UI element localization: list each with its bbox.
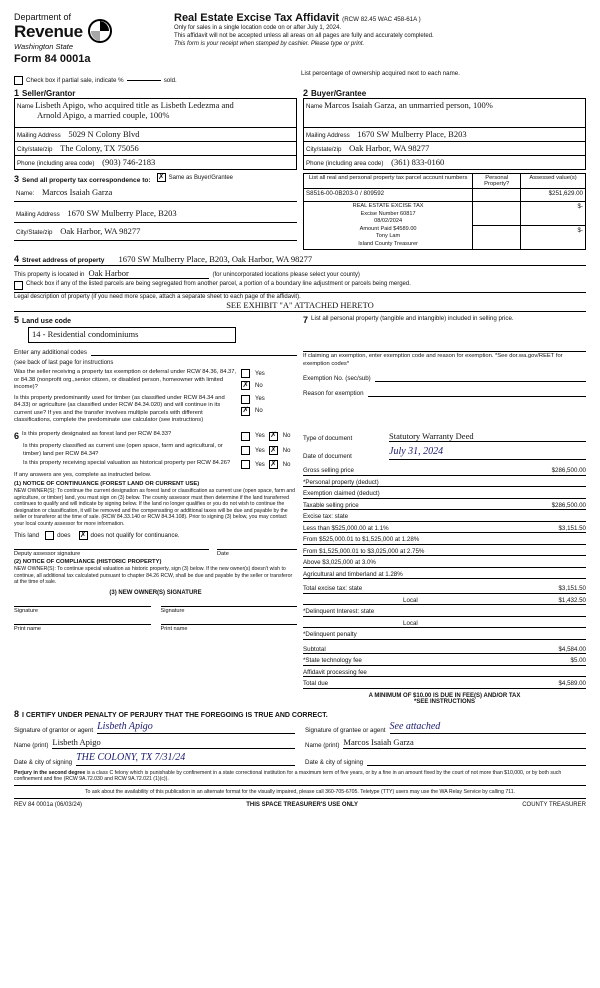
tax-calculation-section <box>303 431 586 705</box>
notice-compliance-title: (2) NOTICE OF COMPLIANCE (HISTORIC PROPERTY) <box>14 559 162 566</box>
doc-date-value[interactable]: July 31, 2024 <box>389 446 586 460</box>
tax-rows <box>303 464 586 689</box>
parcel-header-main: List all real and personal property tax parcel account numbers <box>304 174 473 189</box>
partial-sale-suffix: sold. <box>163 77 177 84</box>
partial-sale-checkbox[interactable] <box>14 76 23 85</box>
street-address-label: Street address of property <box>22 257 105 265</box>
does-qualify-checkbox[interactable] <box>45 531 54 540</box>
tax-label-4: Excise tax: state <box>303 513 349 520</box>
buyer-section-title: Buyer/Grantee <box>311 89 367 98</box>
buyer-section <box>303 88 586 170</box>
classification-section-number: 6 <box>14 431 20 441</box>
tax-row-6 <box>303 533 586 545</box>
tax-row-10 <box>303 582 586 594</box>
exemption-reason-label: Reason for exemption <box>303 390 364 398</box>
parcel-header-personal: Personal Property? <box>473 174 521 189</box>
stamp-line-3: 08/02/2024 <box>374 218 403 225</box>
doc-type-label: Type of document <box>303 435 353 442</box>
historic-yes[interactable]: Yes <box>241 460 265 469</box>
buyer-citystate-value[interactable]: Oak Harbor, WA 98277 <box>349 143 430 153</box>
corr-name-label: Name: <box>16 190 35 197</box>
stamp-line-1: REAL ESTATE EXCISE TAX <box>352 203 424 209</box>
forest-yes[interactable]: Yes <box>241 431 265 441</box>
doc-date-label: Date of document <box>303 453 352 460</box>
seller-section-number: 1 <box>14 88 20 98</box>
new-owner-signature-1[interactable]: Signature <box>14 606 151 614</box>
tax-label-10: Total excise tax: state <box>303 585 363 592</box>
tax-row-2 <box>303 487 586 499</box>
buyer-phone-label: Phone (including area code) <box>306 160 384 167</box>
tax-label-12: *Delinquent Interest: state <box>303 608 375 615</box>
new-owner-print-2[interactable]: Print name <box>161 624 298 632</box>
partial-sale-row <box>14 76 295 85</box>
parcel-table <box>303 173 586 250</box>
street-section-number: 4 <box>14 254 20 265</box>
does-qualify-label: does <box>57 532 71 540</box>
alt-format-note: To ask about the availability of this publication in an alternate format for the visually impaired, please call 360-705-6705. Teletype (TTY) users may use the WA Relay Service by calling 711. <box>14 789 586 800</box>
does-not-qualify-label: does not qualify for continuance. <box>90 532 180 540</box>
tax-value-16[interactable]: $5.00 <box>570 657 586 664</box>
seller-section <box>14 88 297 170</box>
tax-row-15 <box>303 643 586 655</box>
deputy-date-label[interactable]: Date <box>217 549 297 557</box>
new-owner-signature-title: (3) NEW OWNER(S) SIGNATURE <box>109 589 202 596</box>
page-title: Real Estate Excise Tax Affidavit (RCW 82.45 WAC 458-61A ) <box>174 12 421 24</box>
pp-section-number: 7 <box>303 315 309 326</box>
tax-label-7: From $1,525,000.01 to $3,025,000 at 2.75% <box>303 547 425 555</box>
notice-continuance-title: (1) NOTICE OF CONTINUANCE (FOREST LAND OR CURRENT USE) <box>14 481 200 488</box>
state-label: Washington State <box>14 42 74 51</box>
classification-section <box>14 431 297 705</box>
grantee-print-label: Name (print) <box>305 741 340 749</box>
stamp-line-2: Excise Number 60817 <box>360 210 416 217</box>
currentuse-yes[interactable]: Yes <box>241 443 265 458</box>
landuse-section <box>14 315 297 425</box>
corr-mailing-value[interactable]: 1670 SW Mulberry Place, B203 <box>67 208 177 218</box>
tax-label-8: Above $3,025,000 at 3.0% <box>303 559 376 566</box>
form-sub2: This affidavit will not be accepted unless all areas on all pages are fully and accurately completed. <box>174 33 434 40</box>
tax-label-17: Affidavit processing fee <box>303 668 367 676</box>
tax-value-3[interactable]: $286,500.00 <box>551 501 586 509</box>
notice-compliance-text: NEW OWNER(S): To continue special valuation as historic property, sign (3) below. If the new owner(s) doesn't wish to continue, all additional tax calculated pursuant to chapter 84.26 RCW, shall be due and payable by the seller or transferor at the time of sale. <box>14 566 293 586</box>
same-as-buyer-label: Same as Buyer/Grantee <box>168 174 233 181</box>
tax-row-14 <box>303 628 586 640</box>
answers-note: If any answers are yes, complete as instructed below. <box>14 472 152 479</box>
q2-yes[interactable]: Yes <box>241 395 297 404</box>
perjury-bold: Perjury in the second degree <box>14 769 86 776</box>
perjury-text: is a class C felony which is punishable by confinement in a state correctional institution for a maximum term of five years, or by a fine in an amount fixed by the court of not more than $10,000, or by both such confinement and fine (RCW 9A.72.030 and RCW 9A.72.021 (1)(c)). <box>14 769 562 782</box>
grantee-signature-value[interactable]: See attached <box>390 721 587 734</box>
doc-type-value[interactable]: Statutory Warranty Deed <box>389 431 586 442</box>
tax-label-0: Gross selling price <box>303 467 354 474</box>
new-owner-print-1[interactable]: Print name <box>14 624 151 632</box>
grantor-print-value[interactable]: Lisbeth Apigo <box>52 737 295 749</box>
grantor-date-value[interactable]: THE COLONY, TX 7/31/24 <box>76 752 295 766</box>
stamp-line-4: Amount Paid $4589.00 <box>359 225 417 232</box>
stamp-line-6: Island County Treasurer <box>358 240 418 247</box>
tax-label-9: Agricultural and timberland at 1.28% <box>303 570 403 578</box>
stamp-line-5: Tony Lam <box>375 233 401 240</box>
personal-property-section <box>303 315 586 425</box>
forest-no[interactable]: ✗ No <box>269 431 291 441</box>
ownership-note: List percentage of ownership acquired next to each name. <box>301 70 460 77</box>
does-not-qualify-checkbox[interactable] <box>79 531 88 540</box>
tax-row-18 <box>303 677 586 689</box>
seller-name-line2[interactable]: Arnold Apigo, a married couple, 100% <box>37 110 170 120</box>
grantee-signature-label: Signature of grantee or agent <box>305 726 386 734</box>
partial-sale-label: Check box if partial sale, indicate % <box>26 77 124 84</box>
corr-citystate-value[interactable]: Oak Harbor, WA 98277 <box>60 226 141 236</box>
tax-value-18[interactable]: $4,589.00 <box>558 680 586 687</box>
historic-question: Is this property receiving special valuation as historical property per RCW 84.26? <box>23 460 231 467</box>
grantor-date-label: Date & city of signing <box>14 758 73 766</box>
seller-section-title: Seller/Grantor <box>22 89 76 98</box>
tax-value-5[interactable]: $3,151.50 <box>558 524 586 532</box>
seller-mailing-value[interactable]: 5029 N Colony Blvd <box>68 129 140 139</box>
currentuse-no[interactable]: ✗ No <box>269 443 291 458</box>
footer-section <box>14 770 586 809</box>
buyer-name-value[interactable]: Marcos Isaiah Garza, an unmarried person, 100% <box>324 100 493 110</box>
tax-label-5: Less than $525,000.00 at 1.1% <box>303 524 389 532</box>
landuse-backnote: (see back of last page for instructions <box>14 360 114 367</box>
department-label: Department of <box>14 12 72 22</box>
buyer-mailing-value[interactable]: 1670 SW Mulberry Place, B203 <box>357 129 467 139</box>
buyer-phone-value[interactable]: (361) 833-0160 <box>391 157 445 167</box>
tax-label-18: Total due <box>303 680 329 687</box>
see-instructions-note: *SEE INSTRUCTIONS <box>413 698 475 705</box>
buyer-section-number: 2 <box>303 88 309 98</box>
tax-label-1: *Personal property (deduct) <box>303 478 379 486</box>
this-land-label: This land <box>14 532 40 540</box>
exemption-code-label: Exemption No. (sec/sub) <box>303 375 371 383</box>
tax-label-3: Taxable selling price <box>303 501 359 509</box>
deputy-assessor-signature-label[interactable]: Deputy assessor signature <box>14 549 209 557</box>
tax-label-14: *Delinquent penalty <box>303 631 357 638</box>
parcel-assessed-0[interactable]: $251,629.00 <box>521 189 586 202</box>
tax-row-5 <box>303 522 586 534</box>
parcel-assessed-1[interactable]: $- <box>521 202 586 226</box>
street-address-value[interactable]: 1670 SW Mulberry Place, B203, Oak Harbor, WA 98277 <box>118 254 313 265</box>
tax-row-17 <box>303 666 586 678</box>
landuse-section-number: 5 <box>14 315 20 326</box>
exemption-question-label: Was the seller receiving a property tax exemption or deferral under RCW 84.36, 84.37, or 84.38 (nonprofit org.,senior citizen, or disabled person, homeowner with limited income)? <box>14 369 237 391</box>
revenue-label: Revenue <box>14 22 83 41</box>
seller-phone-value[interactable]: (903) 746-2183 <box>102 157 156 167</box>
tax-row-4 <box>303 510 586 522</box>
tax-label-15: Subtotal <box>303 645 326 653</box>
parcel-assessed-2[interactable]: $- <box>521 226 586 250</box>
forest-land-question: Is this property designated as forest land per RCW 84.33? <box>22 431 172 437</box>
correspondence-title: Send all property tax correspondence to: <box>22 177 151 184</box>
tax-value-15[interactable]: $4,584.00 <box>558 645 586 653</box>
treasurer-space-label: THIS SPACE TREASURER'S USE ONLY <box>246 802 359 808</box>
exemption-reason-value[interactable] <box>368 387 586 397</box>
title-reference: (RCW 82.45 WAC 458-61A ) <box>342 16 421 23</box>
certify-title: I CERTIFY UNDER PENALTY OF PERJURY THAT THE FOREGOING IS TRUE AND CORRECT. <box>22 711 328 719</box>
historic-no[interactable]: ✗ No <box>269 460 291 469</box>
tax-row-0 <box>303 464 586 476</box>
form-sub1: Only for sales in a single location code on or after July 1, 2024. <box>174 25 342 31</box>
parcel-personal-1[interactable] <box>473 202 521 226</box>
certify-section-number: 8 <box>14 708 20 719</box>
tax-row-11 <box>303 594 586 606</box>
partial-sale-input[interactable] <box>127 80 161 81</box>
tax-label-13: Local <box>403 619 418 627</box>
new-owner-signature-2[interactable]: Signature <box>161 606 298 614</box>
pp-section-text: List all personal property (tangible and intangible) included in selling price. <box>311 315 514 323</box>
parcel-number-0[interactable]: S8516-00-0B203-0 / 809592 <box>304 189 473 202</box>
tax-value-0[interactable]: $286,500.00 <box>551 467 586 474</box>
minimum-due-note: A MINIMUM OF $10.00 IS DUE IN FEE(S) AND/OR TAX <box>368 692 521 699</box>
notice-continuance-text: NEW OWNER(S): To continue the current designation as forest land or classification as current use (open space, farm and agriculture, or timber) land, you must sign on (3) below. The county assessor must then determine if the land transferred continues to qualify and will indicate by signing below. If the land no longer qualifies or you do not wish to continue the designation or classification, it will be removed and the compensating or additional taxes will be due and payable by the seller or transferor at the time of sale. (RCW 84.33.140 or RCW 84.34.108). Prior to signing (3) below, you may contact your local county assessor for more information. <box>14 488 296 527</box>
tax-label-2: Exemption claimed (deduct) <box>303 490 380 497</box>
buyer-mailing-label: Mailing Address <box>306 132 350 139</box>
grantor-print-label: Name (print) <box>14 741 49 749</box>
table-row <box>304 202 586 226</box>
agency-block <box>14 12 164 65</box>
tax-row-3 <box>303 499 586 511</box>
q1-yes[interactable]: Yes <box>241 369 297 378</box>
parcel-table-section <box>303 173 586 250</box>
seller-name-line1[interactable]: Lisbeth Apigo, who acquired title as Lisbeth Ledezma and <box>35 100 234 110</box>
exemption-code-value[interactable] <box>375 372 586 382</box>
segregated-checkbox[interactable] <box>14 281 23 290</box>
buyer-name-label: Name <box>306 103 323 110</box>
seller-phone-label: Phone (including area code) <box>17 160 95 167</box>
grantor-signature-label: Signature of grantor or agent <box>14 726 94 734</box>
treasurer-stamp-cell <box>304 202 473 250</box>
seller-citystate-label: City/state/zip <box>17 146 53 153</box>
revision-number: REV 84 0001a (06/03/24) <box>14 802 83 808</box>
parcel-header-assessed: Assessed value(s) <box>521 174 586 189</box>
form-title-block <box>164 12 586 48</box>
corr-mailing-label: Mailing Address <box>16 211 60 218</box>
tax-value-10[interactable]: $3,151.50 <box>558 585 586 592</box>
grantee-date-label: Date & city of signing <box>305 758 364 766</box>
seller-mailing-label: Mailing Address <box>17 132 61 139</box>
certification-section <box>14 709 586 766</box>
current-use-question: Is this property classified as current use (open space, farm and agricultural, or timber) land per RCW 84.34? <box>23 443 223 457</box>
tax-label-6: From $525,000.01 to $1,525,000 at 1.28% <box>303 536 420 543</box>
landuse-value[interactable]: 14 - Residential condominiums <box>32 329 139 340</box>
same-as-buyer-checkbox[interactable] <box>157 173 166 182</box>
correspondence-section-number: 3 <box>14 174 20 184</box>
tax-row-7 <box>303 545 586 557</box>
legal-description-label: Legal description of property (if you need more space, attach a separate sheet to each page of the affidavit). <box>14 292 586 300</box>
tax-row-13 <box>303 617 586 629</box>
tax-label-11: Local <box>403 596 418 604</box>
grantee-print-value[interactable]: Marcos Isaiah Garza <box>343 737 586 749</box>
form-sub3: This form is your receipt when stamped by cashier. Please type or print. <box>174 41 365 48</box>
corr-name-value[interactable]: Marcos Isaiah Garza <box>41 187 113 197</box>
correspondence-section <box>14 173 297 250</box>
tax-row-8 <box>303 556 586 568</box>
q2-no[interactable]: ✗ No <box>241 407 297 416</box>
seller-name-label: Name <box>17 103 34 110</box>
table-row <box>304 189 586 202</box>
grantor-signature-value[interactable]: Lisbeth Apigo <box>97 721 295 734</box>
timber-ag-question-label: Is this property predominantly used for timber (as classified under RCW 84.34 and 84.33) or agriculture (as classified under RCW 84.34.020) and will continue in its current use? If yes and the transfer involves multiple parcels with different classifications, complete the predominate use calculator (see instructions) <box>14 394 225 424</box>
located-in-label: This property is located in <box>14 271 85 279</box>
located-in-note: (for unincorporated locations please select your county) <box>212 272 360 279</box>
grantee-date-value[interactable] <box>367 752 586 766</box>
buyer-citystate-label: City/state/zip <box>306 146 342 153</box>
tax-row-12 <box>303 605 586 617</box>
tax-row-9 <box>303 568 586 580</box>
tax-value-11[interactable]: $1,432.50 <box>558 596 586 604</box>
form-number: Form 84 0001a <box>14 53 91 65</box>
tax-row-1 <box>303 476 586 488</box>
segregated-label: Check box if any of the listed parcels are being segregated from another parcel, a portion of a boundary line adjustment or parcels being merged. <box>26 281 411 288</box>
parcel-personal-0[interactable] <box>473 189 521 202</box>
landuse-title: Land use code <box>22 318 72 326</box>
seller-citystate-value[interactable]: The Colony, TX 75056 <box>60 143 139 153</box>
addl-codes-label: Enter any additional codes <box>14 349 87 357</box>
located-in-value[interactable]: Oak Harbor <box>89 268 209 279</box>
county-treasurer-label: COUNTY TREASURER <box>522 802 586 808</box>
street-address-section <box>14 254 586 312</box>
exemption-note: If claiming an exemption, enter exemption code and reason for exemption. *See dor.wa.gov/REET for exemption codes* <box>303 351 586 368</box>
form-header <box>14 12 586 65</box>
revenue-logo-icon <box>87 18 113 46</box>
q1-no[interactable]: ✗ No <box>241 381 297 390</box>
parcel-personal-2[interactable] <box>473 226 521 250</box>
addl-codes-value[interactable] <box>91 346 297 356</box>
legal-description-value[interactable]: SEE EXHIBIT "A" ATTACHED HERETO <box>14 300 586 312</box>
tax-label-16: *State technology fee <box>303 657 362 664</box>
tax-row-16 <box>303 654 586 666</box>
corr-citystate-label: City/State/zip <box>16 229 53 236</box>
